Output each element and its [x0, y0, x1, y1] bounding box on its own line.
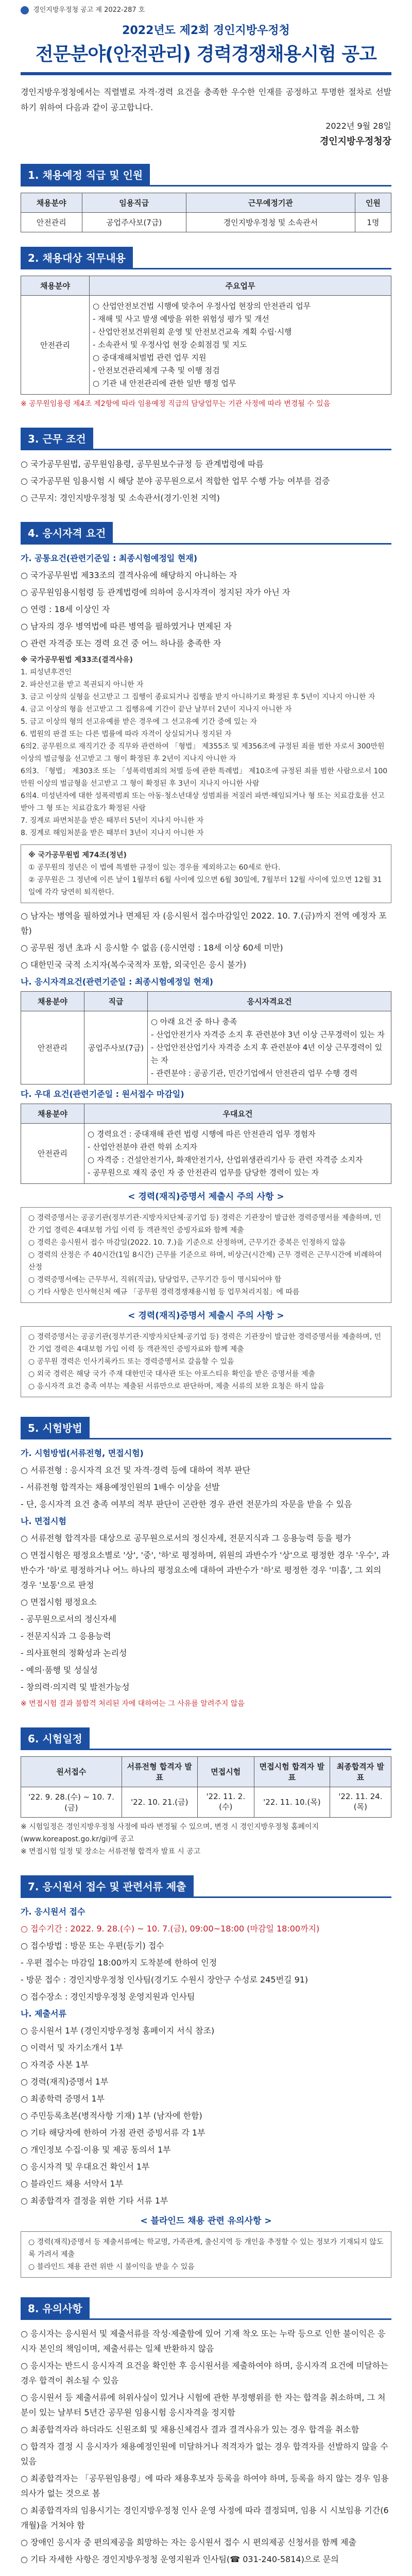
section-2-line	[21, 268, 391, 269]
document-item: ○ 개인정보 수집·이용 및 제공 동의서 1부	[21, 2144, 171, 2155]
notice-signature	[21, 118, 391, 149]
preference-list	[84, 1123, 391, 1183]
precaution-item: ○ 기타 자세한 사항은 경인지방우정청 운영지원과 인사팀(☎ 031-240-5814)으로 문의	[21, 2554, 339, 2564]
application-info	[21, 1904, 391, 2208]
retirement-item: ② 공무원은 그 정년에 이른 날이 1월부터 6월 사이에 있으면 6월 30일에, 7월부터 12월 사이에 있으면 12월 31일에 각각 당연히 퇴직한다.	[28, 875, 382, 896]
eligibility-common-item: ○ 국가공무원법 제33조의 결격사유에 해당하지 아니하는 자	[21, 570, 237, 580]
eligibility-common-item: ○ 연령 : 18세 이상인 자	[21, 604, 110, 614]
document-item: ○ 응시원서 1부 (경인지방우정청 홈페이지 서식 참조)	[21, 2025, 215, 2036]
document-item: ○ 경력(재직)증명서 1부	[21, 2076, 109, 2087]
seal-icon	[21, 6, 29, 14]
position-table	[21, 193, 391, 232]
career-note-item: ○ 경력증명서는 공공기관(정부기관·지방자치단체·공기업 등) 경력은 기관장이 발급한 경력증명서를 제출하며, 민간 기업 경력은 4대보험 가입 이력 등 객관적인 증빙자료와 함께 제출	[28, 1213, 382, 1234]
preference-header: 채용분야	[21, 1104, 84, 1123]
notice-number: 경인지방우정청 공고 제 2022-287 호	[21, 0, 391, 14]
blind-note-box	[21, 2231, 391, 2278]
precautions	[21, 2326, 391, 2567]
duty-header: 채용분야	[21, 276, 90, 295]
blind-note-item: ○ 블라인드 채용 관련 위반 시 불이익을 받을 수 있음	[28, 2262, 195, 2271]
interview-item: - 예의·품행 및 성실성	[21, 1665, 98, 1675]
requirement-list	[148, 1011, 391, 1084]
disqualification-item: 6의2. 공무원으로 재직기간 중 직무와 관련하여 「형법」 제355조 및 제356조에 규정된 죄를 범한 자로서 300만원 이상의 벌금형을 선고받고 그 형이 확정된 후 2년이 지나지 아니한 자	[21, 742, 385, 763]
document-item: ○ 자격증 사본 1부	[21, 2059, 89, 2070]
section-5-line	[21, 1438, 391, 1439]
career-note-item: ○ 공무원 경력은 인사기록카드 또는 경력증명서로 갈음할 수 있음	[28, 1357, 234, 1366]
section-6-line	[21, 1749, 391, 1750]
section-7-line	[21, 1896, 391, 1898]
interview-item: - 창의력·의지력 및 발전가능성	[21, 1682, 130, 1692]
position-header: 근무예정기관	[186, 193, 355, 212]
career-note-item: ○ 외국 경력은 해당 국가 주재 대한민국 대사관 또는 아포스티유 확인을 받은 증명서를 제출	[28, 1369, 315, 1378]
duty-field: 안전관리	[21, 295, 90, 394]
eligibility-nationality: ○ 대한민국 국적 소지자(복수국적자 포함, 외국인은 응시 불가)	[21, 959, 247, 970]
duty-item: - 재해 및 사고 발생 예방을 위한 위험성 평가 및 개선	[93, 314, 269, 324]
title-divider	[21, 72, 391, 75]
document-item: ○ 최종합격자 결정을 위한 기타 서류 1부	[21, 2195, 168, 2206]
exam-method-item: - 서류전형 합격자는 채용예정인원의 1배수 이상을 선발	[21, 1482, 220, 1492]
document-item: ○ 이력서 및 자기소개서 1부	[21, 2042, 124, 2053]
work-condition-item: ○ 국가공무원 임용시험 시 해당 분야 공무원으로서 적합한 업무 수행 가능 여부를 검증	[21, 476, 330, 486]
document-item: ○ 최종학력 증명서 1부	[21, 2093, 105, 2104]
disqualification-item: 3. 금고 이상의 실형을 선고받고 그 집행이 종료되거나 집행을 받지 아니하기로 확정된 후 5년이 지나지 아니한 자	[21, 692, 375, 701]
eligibility-common-title: 가. 공통요건(관련기준일 : 최종시험예정일 현재)	[21, 553, 198, 563]
document-item: ○ 응시자격 및 우대요건 확인서 1부	[21, 2161, 150, 2172]
document-item: ○ 블라인드 채용 서약서 1부	[21, 2178, 124, 2189]
career-note-item: ○ 경력의 산정은 주 40시간(1일 8시간) 근무를 기준으로 하며, 비상근(시간제) 근무 경력은 근무시간에 비례하여 산정	[28, 1250, 382, 1272]
application-item: - 우편 접수는 마감일 18:00까지 도착분에 한하여 인정	[21, 1957, 217, 1968]
preference-item: ○ 자격증 : 건설안전기사, 화재안전기사, 산업위생관리기사 등 관련 자격증 소지자	[88, 1155, 363, 1164]
career-note-item: ○ 경력증명서에는 근무부서, 직위(직급), 담당업무, 근무기간 등이 명시되어야 함	[28, 1275, 282, 1284]
schedule-header: 서류전형 합격자 발표	[122, 1756, 197, 1787]
duty-note: ※ 공무원임용령 제4조 제2항에 따라 임용예정 직급의 담당업무는 기관 사정에 따라 변경될 수 있음	[21, 399, 331, 408]
section-6-title: 6. 시험일정	[21, 1727, 90, 1749]
preference-item: ○ 경력요건 : 중대재해 관련 법령 시행에 따른 안전관리 업무 경험자	[88, 1129, 316, 1139]
work-condition-item: ○ 국가공무원법, 공무원임용령, 공무원보수규정 등 관계법령에 따름	[21, 459, 264, 469]
preference-item: - 산업안전분야 관련 학위 소지자	[88, 1142, 197, 1151]
application-title: 가. 응시원서 접수	[21, 1906, 85, 1917]
exam-method-item: ○ 서류전형 : 응시자격 요건 및 자격·경력 등에 대하여 적부 판단	[21, 1465, 251, 1475]
preference-section	[21, 1087, 391, 1101]
application-item: ○ 접수방법 : 방문 또는 우편(등기) 접수	[21, 1940, 164, 1951]
eligibility-common-item: ○ 관련 자격증 또는 경력 요건 중 어느 하나를 충족한 자	[21, 638, 221, 648]
disqualification-title: ※ 국가공무원법 제33조(결격사유)	[21, 655, 133, 664]
duty-item: ○ 산업안전보건법 시행에 맞추어 우정사업 현장의 안전관리 업무	[93, 301, 311, 311]
exam-method	[21, 1446, 391, 1694]
career-note-item: ○ 기타 사항은 인사혁신처 예규 「공무원 경력경쟁채용시험 등 업무처리지침」에 따름	[28, 1287, 300, 1296]
section-3-title: 3. 근무 조건	[21, 428, 93, 449]
precaution-item: ○ 최종합격자는 「공무원임용령」에 따라 채용후보자 등록을 하여야 하며, 등록을 하지 않는 경우 임용 의사가 없는 것으로 봄	[21, 2473, 389, 2498]
section-4-title: 4. 응시자격 요건	[21, 522, 113, 543]
duty-item: ○ 기관 내 안전관리에 관한 일반 행정 업무	[93, 378, 236, 388]
career-note-title: < 경력(재직)증명서 제출시 주의 사항 >	[128, 1191, 284, 1202]
duty-item: ○ 중대재해처벌법 관련 업무 지원	[93, 352, 207, 362]
disqualification-item: 8. 징계로 해임처분을 받은 때부터 3년이 지나지 아니한 자	[21, 828, 204, 837]
career-note-item: ○ 응시자격 요건 충족 여부는 제출된 서류만으로 판단하며, 제출 서류의 보완 요청은 하지 않음	[28, 1382, 324, 1391]
disqualification-item: 2. 파산선고를 받고 복권되지 아니한 자	[21, 680, 144, 689]
section-8-title: 8. 유의사항	[21, 2297, 90, 2318]
section-4-line	[21, 543, 391, 545]
position-cell: 공업주사보(7급)	[82, 212, 186, 232]
section-1-line	[21, 185, 391, 187]
career-note-box-2	[21, 1326, 391, 1397]
blind-note-title: < 블라인드 채용 관련 유의사항 >	[140, 2215, 272, 2226]
document-item: ○ 기타 해당자에 한하여 가점 관련 증빙서류 각 1부	[21, 2127, 205, 2138]
eligibility-extra	[21, 908, 391, 989]
requirement-header: 채용분야	[21, 991, 84, 1011]
interview-item: ○ 면접시험 평정요소	[21, 1597, 97, 1607]
disqualification-item: 5. 금고 이상의 형의 선고유예를 받은 경우에 그 선고유예 기간 중에 있는 자	[21, 717, 257, 726]
section-5-title: 5. 시험방법	[21, 1417, 90, 1438]
disqualification-item: 1. 피성년후견인	[21, 668, 72, 676]
career-note-item: ○ 경력증명서는 공공기관(정부기관·지방자치단체·공기업 등) 경력은 기관장이 발급한 경력증명서를 제출하며, 민간 기업 경력은 4대보험 가입 이력 등 객관적인 증빙자료와 함께 제출	[28, 1332, 382, 1353]
notice-subtitle: 2022년도 제2회 경인지방우정청	[122, 24, 290, 37]
exam-method-item: - 단, 응시자격 요건 충족 여부의 적부 판단이 곤란한 경우 관련 전문가의 자문을 받을 수 있음	[21, 1499, 352, 1509]
interview-item: - 공무원으로서의 정신자세	[21, 1614, 116, 1624]
requirement-grade: 공업주사보(7급)	[84, 1011, 148, 1084]
work-condition-item: ○ 근무지: 경인지방우정청 및 소속관서(경기·인천 지역)	[21, 493, 220, 503]
work-conditions	[21, 456, 391, 505]
precaution-item: ○ 합격자 결정 시 응시자가 채용예정인원에 미달하거나 적격자가 없는 경우 합격자를 선발하지 않을 수 있음	[21, 2441, 388, 2466]
schedule-note: ※ 시험일정은 경인지방우정청 사정에 따라 변경될 수 있으며, 변경 시 경인지방우정청 홈페이지(www.koreapost.go.kr/gi)에 공고	[21, 1822, 319, 1843]
disqualification-list	[21, 654, 391, 839]
schedule-header: 원서접수	[21, 1756, 122, 1787]
duty-list	[90, 295, 391, 394]
disqualification-item: 7. 징계로 파면처분을 받은 때부터 5년이 지나지 아니한 자	[21, 816, 204, 825]
schedule-table	[21, 1756, 391, 1818]
career-note-item: ○ 경력은 응시원서 접수 마감일(2022. 10. 7.)을 기준으로 산정하며, 근무기간 중복은 인정하지 않음	[28, 1238, 346, 1247]
schedule-cell: '22. 9. 28.(수) ~ 10. 7.(금)	[21, 1787, 122, 1817]
interview-item: ○ 면접시험은 평정요소별로 '상', '중', '하'로 평정하며, 위원의 과반수가 '상'으로 평정한 경우 '우수', 과반수가 '하'로 평정하거나 어느 하나의 평정요소에 대하여 과반수가 '하'로 평정한 경우 '미흡', 그 외의 경우 '보통'으로 판정	[21, 1550, 390, 1590]
precaution-item: ○ 최종합격자라 하더라도 신원조회 및 채용신체검사 결과 결격사유가 있는 경우 합격을 취소함	[21, 2424, 359, 2434]
section-3-line	[21, 449, 391, 450]
eligibility-common-item: ○ 공무원임용시험령 등 관계법령에 의하여 응시자격이 정지된 자가 아닌 자	[21, 587, 290, 597]
eligibility-age: ○ 공무원 정년 초과 시 응시할 수 없음 (응시연령 : 18세 이상 60세 미만)	[21, 942, 283, 953]
documents-title: 나. 제출서류	[21, 2008, 66, 2019]
interview-item: - 의사표현의 정확성과 논리성	[21, 1648, 127, 1658]
precaution-item: ○ 응시자는 반드시 응시자격 요건을 확인한 후 응시원서를 제출하여야 하며, 응시자격 요건에 미달하는 경우 합격이 취소될 수 있음	[21, 2360, 388, 2385]
position-cell: 1명	[355, 212, 391, 232]
retirement-age-box	[21, 844, 391, 903]
interview-note: ※ 면접시험 결과 불합격 처리된 자에 대하여는 그 사유를 알려주지 않음	[21, 1699, 245, 1708]
duty-item: - 산업안전보건위원회 운영 및 안전보건교육 계획 수립·시행	[93, 327, 292, 336]
position-cell: 안전관리	[21, 212, 82, 232]
position-cell: 경인지방우정청 및 소속관서	[186, 212, 355, 232]
requirement-table	[21, 991, 391, 1084]
section-7-title: 7. 응시원서 접수 및 관련서류 제출	[21, 1875, 194, 1896]
precaution-item: ○ 장애인 응시자 중 편의제공을 희망하는 자는 응시원서 접수 시 편의제공 신청서를 함께 제출	[21, 2537, 356, 2547]
position-header: 인원	[355, 193, 391, 212]
schedule-header: 최종합격자 발표	[330, 1756, 391, 1787]
preference-title: 다. 우대 요건(관련기준일 : 원서접수 마감일)	[21, 1089, 184, 1099]
preference-table	[21, 1104, 391, 1184]
schedule-note: ※ 면접시험 일정 및 장소는 서류전형 합격자 발표 시 공고	[21, 1847, 201, 1856]
interview-title: 나. 면접시험	[21, 1516, 66, 1526]
application-item: - 방문 접수 : 경인지방우정청 인사팀(경기도 수원시 장안구 수성로 245번길 91)	[21, 1974, 308, 1985]
requirement-header: 직급	[84, 991, 148, 1011]
interview-item: - 전문지식과 그 응용능력	[21, 1631, 111, 1641]
precaution-item: ○ 응시원서 등 제출서류에 허위사실이 있거나 시험에 관한 부정행위를 한 자는 합격을 취소하며, 그 처분이 있는 날부터 5년간 공무원 임용시험 응시자격을 정지함	[21, 2392, 386, 2417]
career-note-box	[21, 1207, 391, 1303]
retirement-title: ※ 국가공무원법 제74조(정년)	[28, 851, 127, 859]
eligibility-requirement-title: 나. 응시자격요건(관련기준일 : 최종시험예정일 현재)	[21, 976, 213, 987]
notice-intro: 경인지방우정청에서는 직렬별로 자격·경력 요건을 충족한 우수한 인재를 공정하고 투명한 절차로 선발하기 위하여 다음과 같이 공고합니다.	[21, 87, 391, 112]
career-note-title-2: < 경력(재직)증명서 제출시 주의 사항 >	[128, 1310, 284, 1321]
precaution-item: ○ 최종합격자의 임용시기는 경인지방우정청 인사 운영 사정에 따라 결정되며, 임용 시 시보임용 기간(6개월)을 거쳐야 함	[21, 2505, 389, 2530]
exam-method-title: 가. 시험방법(서류전형, 면접시험)	[21, 1448, 144, 1458]
schedule-cell: '22. 11. 24.(목)	[330, 1787, 391, 1817]
requirement-item: ○ 아래 요건 중 하나 충족	[151, 1016, 237, 1026]
blind-note-item: ○ 경력(재직)증명서 등 제출서류에는 학교명, 가족관계, 출신지역 등 개인을 추정할 수 있는 정보가 기재되지 않도록 가려서 제출	[28, 2238, 384, 2259]
section-2-title: 2. 채용대상 직무내용	[21, 247, 133, 268]
preference-header: 우대요건	[84, 1104, 391, 1123]
disqualification-item: 6. 법원의 판결 또는 다른 법률에 따라 자격이 상실되거나 정지된 자	[21, 730, 232, 738]
requirement-item: - 관련분야 : 공공기관, 민간기업에서 안전관리 업무 수행 경력	[151, 1068, 358, 1078]
schedule-cell: '22. 11. 2.(수)	[197, 1787, 254, 1817]
requirement-item: - 산업안전산업기사 자격증 소지 후 관련분야 4년 이상 근무경력이 있는 자	[151, 1042, 383, 1065]
disqualification-item: 4. 금고 이상의 형을 선고받고 그 집행유예 기간이 끝난 날부터 2년이 지나지 아니한 자	[21, 705, 292, 714]
duty-table	[21, 276, 391, 395]
application-item: ○ 접수장소 : 경인지방우정청 운영지원과 인사팀	[21, 1991, 195, 2002]
requirement-field: 안전관리	[21, 1011, 84, 1084]
preference-field: 안전관리	[21, 1123, 84, 1183]
eligibility	[21, 551, 391, 651]
application-item: ○ 접수기간 : 2022. 9. 28.(수) ~ 10. 7.(금), 09:00~18:00 (마감일 18:00까지)	[21, 1923, 320, 1934]
interview-item: ○ 서류전형 합격자를 대상으로 공무원으로서의 정신자세, 전문지식과 그 응용능력 등을 평가	[21, 1533, 351, 1543]
disqualification-item: 6의3. 「형법」 제303조 또는 「성폭력범죄의 처벌 등에 관한 특례법」 제10조에 규정된 죄를 범한 사람으로서 100만원 이상의 벌금형을 선고받고 그 형이 확정된 후 3년이 지나지 아니한 사람	[21, 767, 388, 788]
schedule-cell: '22. 11. 10.(목)	[254, 1787, 330, 1817]
eligibility-military: ○ 남자는 병역을 필하였거나 면제된 자 (응시원서 접수마감일인 2022. 10. 7.(금)까지 전역 예정자 포함)	[21, 910, 387, 936]
duty-item: - 소속관서 및 우정사업 현장 순회점검 및 지도	[93, 340, 247, 349]
notice-issuer: 경인지방우정청장	[319, 135, 391, 147]
notice-title: 전문분야(안전관리) 경력경쟁채용시험 공고	[36, 43, 376, 65]
schedule-notes	[21, 1821, 391, 1858]
requirement-header: 응시자격요건	[148, 991, 391, 1011]
requirement-item: - 산업안전기사 자격증 소지 후 관련분야 3년 이상 근무경력이 있는 자	[151, 1029, 385, 1039]
schedule-header: 면접시험 합격자 발표	[254, 1756, 330, 1787]
section-8-line	[21, 2318, 391, 2320]
notice-date: 2022년 9월 28일	[325, 121, 391, 131]
schedule-cell: '22. 10. 21.(금)	[122, 1787, 197, 1817]
duty-item: - 안전보건관리체계 구축 및 이행 점검	[93, 365, 220, 375]
section-1-title: 1. 채용예정 직급 및 인원	[21, 164, 150, 185]
disqualification-item: 6의4. 미성년자에 대한 성폭력범죄 또는 아동·청소년대상 성범죄를 저질러 파면·해임되거나 형 또는 치료감호를 선고받아 그 형 또는 치료감호가 확정된 사람	[21, 791, 385, 812]
retirement-item: ① 공무원의 정년은 이 법에 특별한 규정이 있는 경우를 제외하고는 60세로 한다.	[28, 863, 281, 872]
duty-header: 주요업무	[90, 276, 391, 295]
schedule-header: 면접시험	[197, 1756, 254, 1787]
document-item: ○ 주민등록초본(병적사항 기재) 1부 (남자에 한함)	[21, 2110, 202, 2121]
precaution-item: ○ 응시자는 응시원서 및 제출서류를 작성·제출함에 있어 기재 착오 또는 누락 등으로 인한 불이익은 응시자 본인의 책임이며, 제출서류는 일체 반환하지 않음	[21, 2328, 386, 2353]
position-header: 임용직급	[82, 193, 186, 212]
eligibility-common-item: ○ 남자의 경우 병역법에 따른 병역을 필하였거나 면제된 자	[21, 621, 232, 631]
preference-item: - 공무원으로 재직 중인 자 중 안전관리 업무를 담당한 경력이 있는 자	[88, 1167, 319, 1177]
position-header: 채용분야	[21, 193, 82, 212]
